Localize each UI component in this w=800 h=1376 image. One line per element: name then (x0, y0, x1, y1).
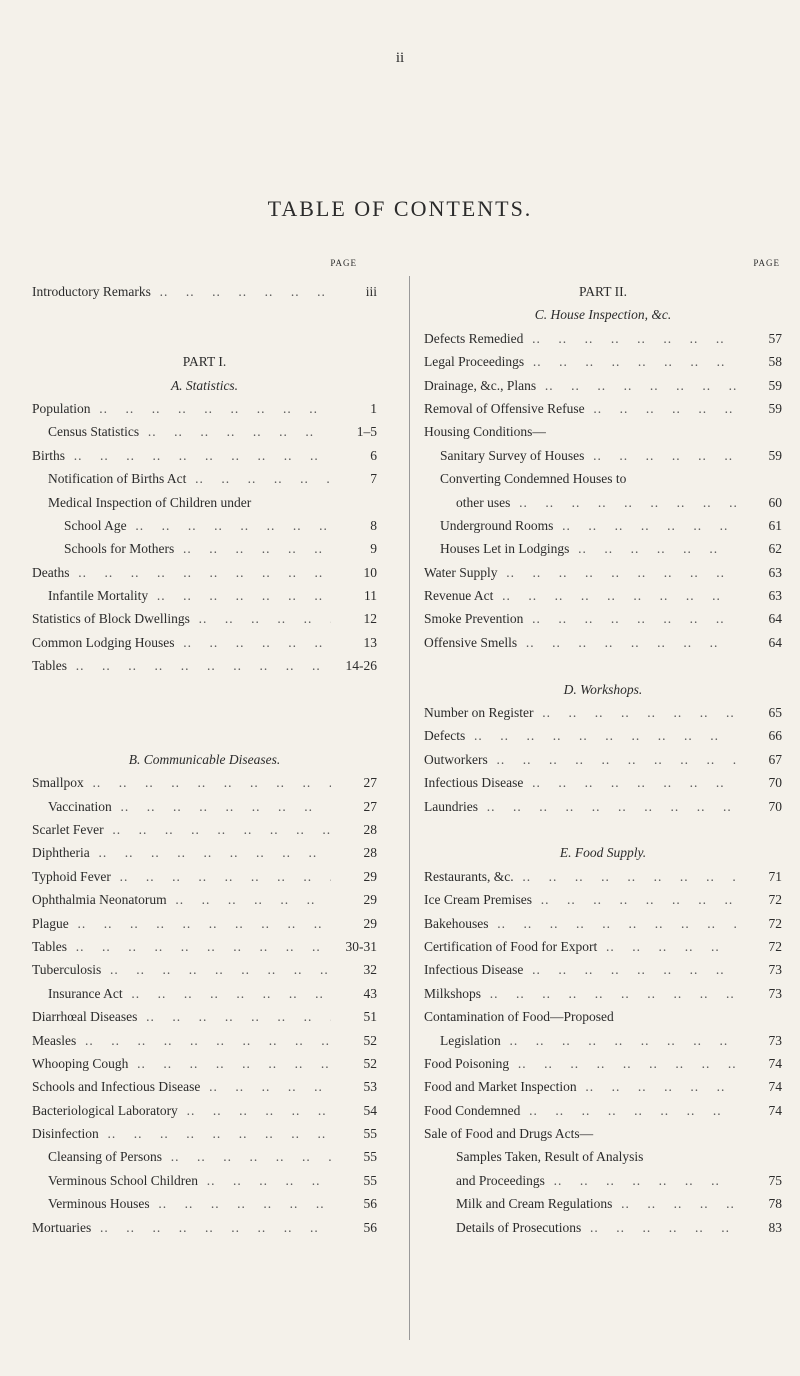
toc-entry[interactable] (32, 1216, 377, 1239)
toc-entry[interactable] (32, 1122, 377, 1145)
toc-entry[interactable] (32, 1192, 377, 1215)
entry-page: 8 (331, 514, 377, 537)
toc-entry[interactable] (32, 397, 377, 420)
entry-page: 11 (331, 584, 377, 607)
toc-entry[interactable] (32, 1169, 377, 1192)
entry-label: Houses Let in Lodgings .. (440, 537, 736, 560)
entry-label: Milk and Cream Regulations .. (456, 1192, 736, 1215)
toc-entry[interactable] (32, 514, 377, 537)
entry-page: 29 (331, 888, 377, 911)
entry-page: 63 (736, 561, 782, 584)
entry-label: Offensive Smells .. (424, 631, 736, 654)
section-heading: A. Statistics. (170, 377, 239, 393)
section-heading: B. Communicable Diseases. (128, 751, 281, 767)
entry-page: 57 (736, 327, 782, 350)
toc-entry[interactable] (424, 1216, 782, 1239)
entry-page: 9 (331, 537, 377, 560)
entry-label: Number on Register .. (424, 701, 736, 724)
toc-entry[interactable] (32, 1145, 377, 1168)
toc-entry[interactable] (424, 795, 782, 818)
entry-label: Diphtheria .. (32, 841, 331, 864)
toc-entry[interactable] (32, 631, 377, 654)
toc-entry[interactable] (424, 1052, 782, 1075)
entry-label: other uses .. (456, 491, 736, 514)
entry-page: 72 (736, 935, 782, 958)
entry-page: 83 (736, 1216, 782, 1239)
entry-page: 55 (331, 1122, 377, 1145)
entry-page: 53 (331, 1075, 377, 1098)
toc-entry[interactable] (424, 350, 782, 373)
toc-entry[interactable] (424, 561, 782, 584)
entry-page: 56 (331, 1216, 377, 1239)
toc-entry[interactable] (424, 888, 782, 911)
entry-label: Infantile Mortality .. (48, 584, 331, 607)
entry-label: Laundries .. (424, 795, 736, 818)
entry-label: Legislation .. (440, 1029, 736, 1052)
entry-label: Tables .. (32, 654, 331, 677)
part-heading: PART II. (579, 284, 627, 299)
section-heading: C. House Inspection, &c. (534, 307, 672, 323)
entry-page: 74 (736, 1075, 782, 1098)
entry-label: Tables .. (32, 935, 331, 958)
entry-label: Medical Inspection of Children under (48, 494, 252, 510)
entry-label: Bakehouses .. (424, 912, 736, 935)
entry-page: 66 (736, 724, 782, 747)
toc-entry[interactable] (32, 607, 377, 630)
entry-page: 32 (331, 958, 377, 981)
entry-page: 7 (331, 467, 377, 490)
toc-entry[interactable] (32, 537, 377, 560)
entry-page: 70 (736, 771, 782, 794)
entry-label: Revenue Act .. (424, 584, 736, 607)
entry-page: 60 (736, 491, 782, 514)
toc-entry[interactable] (424, 537, 782, 560)
entry-label: Verminous Houses .. (48, 1192, 331, 1215)
entry-label: Converting Condemned Houses to (440, 471, 627, 487)
entry-page: 27 (331, 771, 377, 794)
toc-entry[interactable] (32, 771, 377, 794)
toc-entry[interactable] (424, 1005, 782, 1028)
toc-entry[interactable] (424, 1145, 782, 1168)
entry-page: 56 (331, 1192, 377, 1215)
entry-page: 54 (331, 1099, 377, 1122)
entry-label: Vaccination .. (48, 795, 331, 818)
toc-entry[interactable] (424, 748, 782, 771)
entry-label: Outworkers .. (424, 748, 736, 771)
toc-entry[interactable] (32, 444, 377, 467)
entry-label: Statistics of Block Dwellings .. (32, 607, 331, 630)
page-column-header: PAGE (330, 258, 357, 268)
entry-page: 10 (331, 561, 377, 584)
entry-page: 13 (331, 631, 377, 654)
entry-label: Ophthalmia Neonatorum .. (32, 888, 331, 911)
page-number: ii (395, 50, 405, 66)
section-heading: D. Workshops. (563, 681, 643, 697)
entry-label: Typhoid Fever .. (32, 865, 331, 888)
toc-entry[interactable] (424, 724, 782, 747)
entry-page: 75 (736, 1169, 782, 1192)
toc-entry[interactable] (32, 280, 377, 303)
toc-entry[interactable] (32, 1099, 377, 1122)
page-column-header: PAGE (753, 258, 780, 268)
toc-entry[interactable] (424, 1192, 782, 1215)
toc-entry[interactable] (424, 491, 782, 514)
entry-label: Ice Cream Premises .. (424, 888, 736, 911)
part-heading: PART I. (182, 354, 227, 370)
entry-page: 72 (736, 888, 782, 911)
toc-entry[interactable] (32, 958, 377, 981)
entry-page: 43 (331, 982, 377, 1005)
toc-entry[interactable] (32, 982, 377, 1005)
entry-label: Defects Remedied .. (424, 327, 736, 350)
toc-entry[interactable] (424, 444, 782, 467)
toc-entry[interactable] (32, 841, 377, 864)
entry-page: 73 (736, 982, 782, 1005)
entry-label: Details of Prosecutions .. (456, 1216, 736, 1239)
entry-label: Schools for Mothers .. (64, 537, 331, 560)
entry-page: 71 (736, 865, 782, 888)
entry-label: Scarlet Fever .. (32, 818, 331, 841)
entry-page: 74 (736, 1099, 782, 1122)
toc-entry[interactable] (32, 865, 377, 888)
entry-label: Plague .. (32, 912, 331, 935)
entry-label: Measles .. (32, 1029, 331, 1052)
toc-entry[interactable] (424, 631, 782, 654)
entry-label: Housing Conditions— (424, 424, 546, 440)
entry-label: Sanitary Survey of Houses .. (440, 444, 736, 467)
entry-label: Diarrhœal Diseases .. (32, 1005, 331, 1028)
entry-page: 29 (331, 865, 377, 888)
toc-entry[interactable] (32, 912, 377, 935)
toc-entry[interactable] (32, 795, 377, 818)
entry-page: 61 (736, 514, 782, 537)
entry-label: Verminous School Children .. (48, 1169, 331, 1192)
column-divider (409, 276, 410, 1340)
toc-entry[interactable] (32, 818, 377, 841)
entry-label: and Proceedings .. (456, 1169, 736, 1192)
toc-entry[interactable] (424, 701, 782, 724)
toc-entry[interactable] (32, 1029, 377, 1052)
toc-entry[interactable] (424, 771, 782, 794)
entry-label: Insurance Act .. (48, 982, 331, 1005)
entry-page: 67 (736, 748, 782, 771)
entry-label: Infectious Disease .. (424, 771, 736, 794)
entry-page: 12 (331, 607, 377, 630)
entry-page: 64 (736, 607, 782, 630)
toc-entry[interactable] (32, 1005, 377, 1028)
entry-label: Schools and Infectious Disease .. (32, 1075, 331, 1098)
entry-label: Water Supply .. (424, 561, 736, 584)
entry-label: Infectious Disease .. (424, 958, 736, 981)
toc-entry[interactable] (424, 467, 782, 490)
entry-label: Tuberculosis .. (32, 958, 331, 981)
entry-label: Food Condemned .. (424, 1099, 736, 1122)
toc-entry[interactable] (32, 935, 377, 958)
toc-entry[interactable] (424, 420, 782, 443)
entry-page: 52 (331, 1052, 377, 1075)
right-column (424, 258, 782, 1239)
entry-label: School Age .. (64, 514, 331, 537)
entry-page: 52 (331, 1029, 377, 1052)
entry-label: Contamination of Food—Proposed (424, 1009, 614, 1025)
entry-label: Certification of Food for Export .. (424, 935, 736, 958)
toc-entry[interactable] (424, 912, 782, 935)
entry-label: Introductory Remarks .. (32, 280, 331, 303)
entry-label: Milkshops .. (424, 982, 736, 1005)
toc-entry[interactable] (32, 491, 377, 514)
entry-page: 62 (736, 537, 782, 560)
toc-entry[interactable] (32, 467, 377, 490)
entry-label: Food and Market Inspection .. (424, 1075, 736, 1098)
entry-page: 55 (331, 1145, 377, 1168)
entry-label: Disinfection .. (32, 1122, 331, 1145)
toc-entry[interactable] (424, 1122, 782, 1145)
toc-entry[interactable] (32, 654, 377, 677)
entry-page: 51 (331, 1005, 377, 1028)
entry-page: 1–5 (331, 420, 377, 443)
entry-label: Mortuaries .. (32, 1216, 331, 1239)
section-heading: E. Food Supply. (559, 845, 647, 861)
entry-label: Defects .. (424, 724, 736, 747)
entry-page: 58 (736, 350, 782, 373)
entry-page: 59 (736, 374, 782, 397)
entry-label: Removal of Offensive Refuse .. (424, 397, 736, 420)
toc-entry[interactable] (424, 982, 782, 1005)
toc-entry[interactable] (32, 584, 377, 607)
entry-page: 30-31 (331, 935, 377, 958)
entry-page: 29 (331, 912, 377, 935)
entry-label: Whooping Cough .. (32, 1052, 331, 1075)
entry-page: 1 (331, 397, 377, 420)
entry-label: Sale of Food and Drugs Acts— (424, 1126, 594, 1142)
entry-label: Samples Taken, Result of Analysis (456, 1149, 644, 1165)
toc-entry[interactable] (32, 420, 377, 443)
entry-page: iii (331, 280, 377, 303)
entry-label: Restaurants, &c. .. (424, 865, 736, 888)
entry-page: 74 (736, 1052, 782, 1075)
entry-label: Legal Proceedings .. (424, 350, 736, 373)
entry-page: 55 (331, 1169, 377, 1192)
toc-entry[interactable] (424, 514, 782, 537)
entry-label: Cleansing of Persons .. (48, 1145, 331, 1168)
toc-entry[interactable] (424, 1075, 782, 1098)
toc-entry[interactable] (424, 958, 782, 981)
entry-page: 73 (736, 1029, 782, 1052)
entry-page: 6 (331, 444, 377, 467)
toc-entry[interactable] (424, 397, 782, 420)
toc-entry[interactable] (424, 374, 782, 397)
entry-page: 28 (331, 818, 377, 841)
toc-entry[interactable] (424, 865, 782, 888)
entry-page: 72 (736, 912, 782, 935)
toc-entry[interactable] (424, 327, 782, 350)
entry-label: Census Statistics .. (48, 420, 331, 443)
entry-label: Notification of Births Act .. (48, 467, 331, 490)
entry-page: 27 (331, 795, 377, 818)
entry-label: Births .. (32, 444, 331, 467)
toc-entry[interactable] (32, 1075, 377, 1098)
entry-page: 59 (736, 444, 782, 467)
toc-entry[interactable] (424, 935, 782, 958)
entry-label: Underground Rooms .. (440, 514, 736, 537)
toc-entry[interactable] (32, 888, 377, 911)
entry-page: 63 (736, 584, 782, 607)
entry-page: 70 (736, 795, 782, 818)
entry-label: Smallpox .. (32, 771, 331, 794)
toc-entry[interactable] (424, 1029, 782, 1052)
toc-entry[interactable] (424, 584, 782, 607)
toc-entry[interactable] (424, 1169, 782, 1192)
entry-page: 14-26 (331, 654, 377, 677)
entry-label: Deaths .. (32, 561, 331, 584)
page-title: TABLE OF CONTENTS. (267, 196, 533, 221)
entry-label: Smoke Prevention .. (424, 607, 736, 630)
entry-page: 73 (736, 958, 782, 981)
toc-entry[interactable] (424, 1099, 782, 1122)
entry-page: 64 (736, 631, 782, 654)
entry-page: 78 (736, 1192, 782, 1215)
entry-page: 65 (736, 701, 782, 724)
entry-page: 59 (736, 397, 782, 420)
toc-entry[interactable] (32, 1052, 377, 1075)
entry-page: 28 (331, 841, 377, 864)
left-column (32, 258, 377, 1239)
entry-label: Drainage, &c., Plans .. (424, 374, 736, 397)
toc-entry[interactable] (424, 607, 782, 630)
entry-label: Bacteriological Laboratory .. (32, 1099, 331, 1122)
toc-entry[interactable] (32, 561, 377, 584)
entry-label: Common Lodging Houses .. (32, 631, 331, 654)
entry-label: Food Poisoning .. (424, 1052, 736, 1075)
entry-label: Population .. (32, 397, 331, 420)
